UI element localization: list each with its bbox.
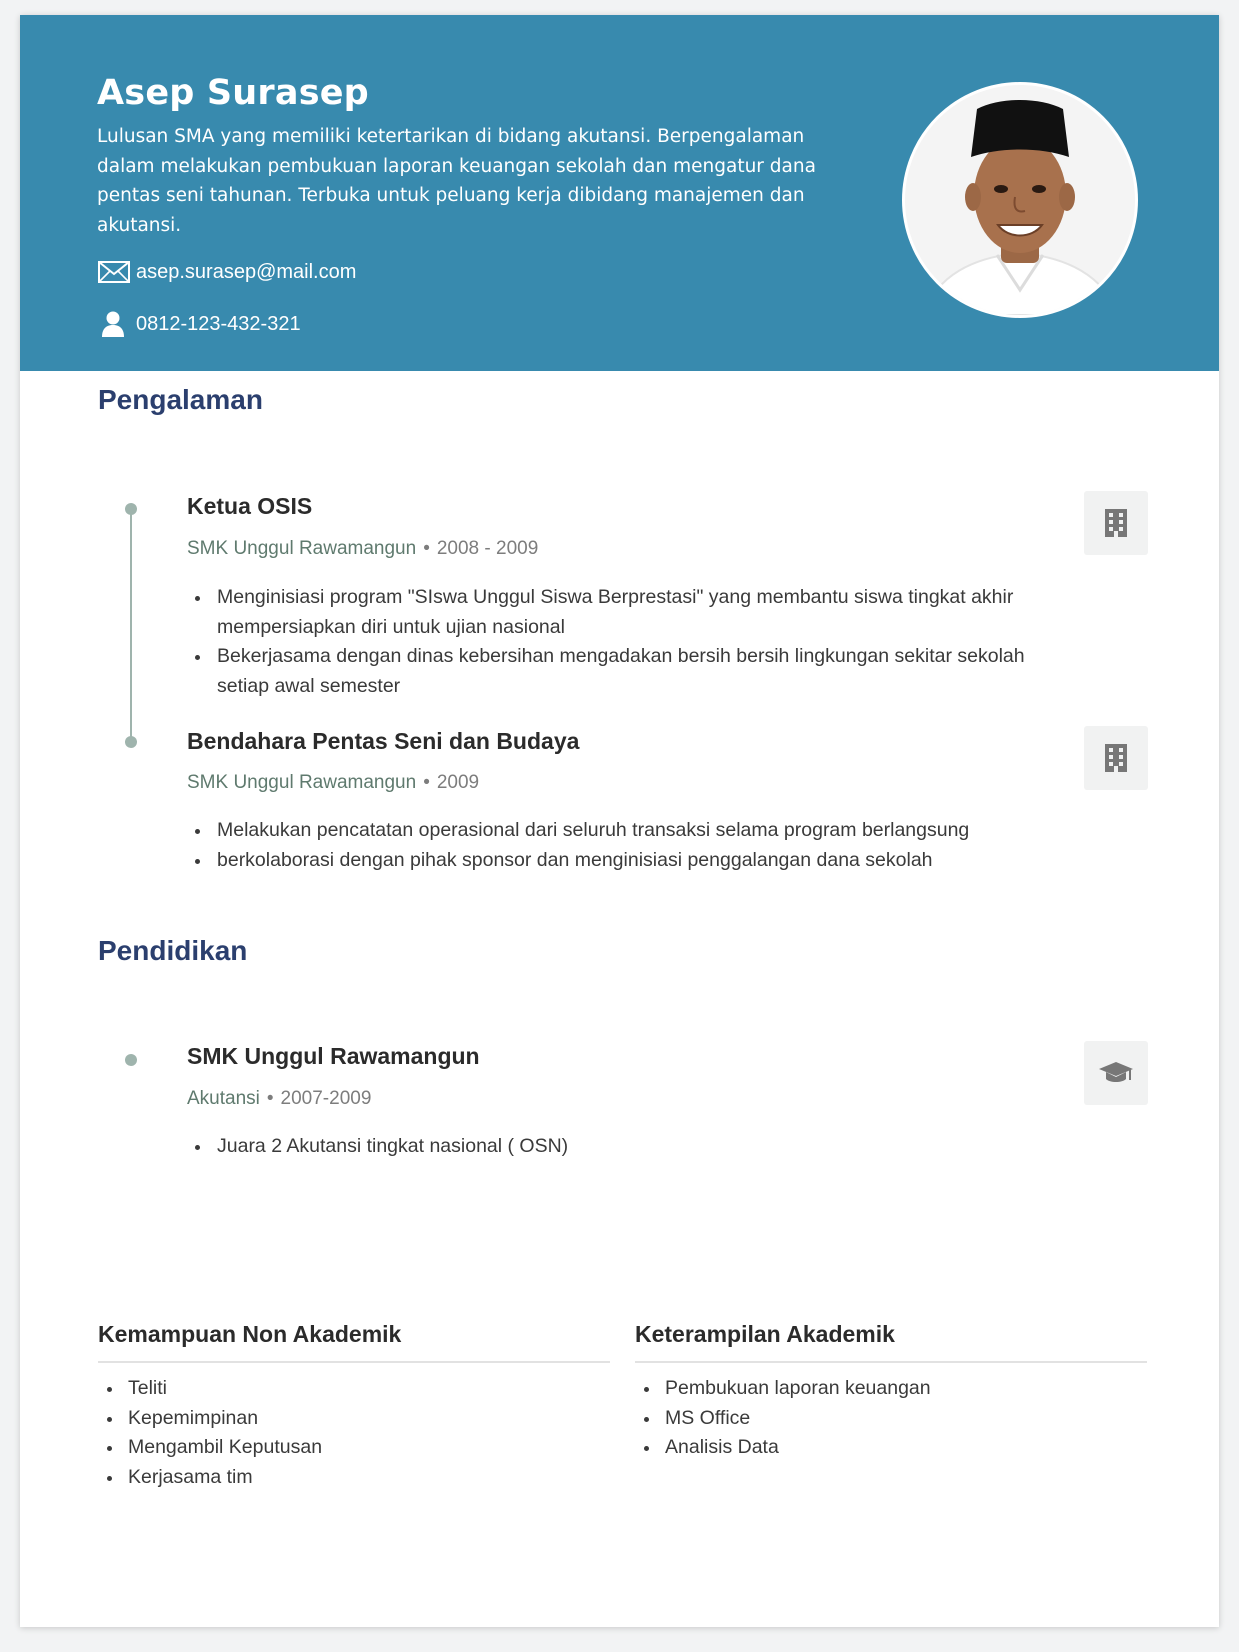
experience-role: Ketua OSIS xyxy=(187,493,313,519)
list-item: Melakukan pencatatan operasional dari seluruh transaksi selama program berlangsung xyxy=(187,816,1067,846)
list-item: Kerjasama tim xyxy=(98,1463,610,1493)
profile-photo xyxy=(902,82,1138,318)
experience-org: SMK Unggul Rawamangun xyxy=(187,538,417,559)
experience-org: SMK Unggul Rawamangun xyxy=(187,772,417,793)
experience-date: 2009 xyxy=(436,772,480,793)
list-item: Mengambil Keputusan xyxy=(98,1433,610,1463)
experience-timeline xyxy=(130,508,132,742)
list-item: Teliti xyxy=(98,1374,610,1404)
contact-phone xyxy=(98,311,301,337)
resume-header xyxy=(20,15,1219,371)
timeline-dot xyxy=(125,1054,137,1066)
list-item: Pembukuan laporan keuangan xyxy=(635,1374,1147,1404)
skills-academic xyxy=(635,1321,1147,1463)
education-date: 2007-2009 xyxy=(280,1088,372,1109)
contact-email xyxy=(98,259,356,285)
timeline-dot xyxy=(125,503,137,515)
experience-date: 2008 - 2009 xyxy=(436,538,539,559)
experience-bullets xyxy=(187,816,1067,875)
list-item: berkolaborasi dengan pihak sponsor dan menginisiasi penggalangan dana sekolah xyxy=(187,846,1067,876)
list-item: Kepemimpinan xyxy=(98,1404,610,1434)
timeline-dot xyxy=(125,736,137,748)
phone-text[interactable]: 0812-123-432-321 xyxy=(136,312,301,335)
experience-meta xyxy=(187,538,538,560)
meta-separator: • xyxy=(266,1088,274,1109)
building-icon xyxy=(1084,491,1148,555)
section-title-education: Pendidikan xyxy=(98,935,248,966)
meta-separator: • xyxy=(423,538,430,559)
experience-meta xyxy=(187,772,479,794)
skills-non-academic-title: Kemampuan Non Akademik xyxy=(98,1321,610,1363)
education-school: SMK Unggul Rawamangun xyxy=(187,1043,480,1069)
profile-summary: Lulusan SMA yang memiliki ketertarikan di bidang akutansi. Berpengalaman dalam melakukan pembukuan laporan keuangan sekolah dan mengatur dana pentas seni tahunan. Terbuka untuk peluang kerja dibidang manajemen dan akutansi. xyxy=(97,126,816,236)
skills-academic-title: Keterampilan Akademik xyxy=(635,1321,1147,1363)
education-bullets xyxy=(187,1132,1067,1162)
education-major: Akutansi xyxy=(187,1088,260,1109)
education-meta xyxy=(187,1088,371,1110)
list-item: MS Office xyxy=(635,1404,1147,1434)
meta-separator: • xyxy=(423,772,430,793)
skills-non-academic xyxy=(98,1321,610,1492)
list-item: Juara 2 Akutansi tingkat nasional ( OSN) xyxy=(187,1132,1067,1162)
experience-bullets xyxy=(187,583,1067,701)
skills-academic-list xyxy=(635,1374,1147,1463)
list-item: Bekerjasama dengan dinas kebersihan mengadakan bersih bersih lingkungan sekitar sekolah setiap awal semester xyxy=(187,642,1067,701)
list-item: Analisis Data xyxy=(635,1433,1147,1463)
resume-page xyxy=(20,15,1219,1627)
section-title-experience: Pengalaman xyxy=(98,384,263,415)
envelope-icon xyxy=(98,259,132,285)
list-item: Menginisiasi program "SIswa Unggul Siswa Berprestasi" yang membantu siswa tingkat akhir mempersiapkan diri untuk ujian nasional xyxy=(187,583,1067,642)
building-icon xyxy=(1084,726,1148,790)
graduation-cap-icon xyxy=(1084,1041,1148,1105)
profile-name: Asep Surasep xyxy=(97,73,369,113)
skills-non-academic-list xyxy=(98,1374,610,1492)
experience-role: Bendahara Pentas Seni dan Budaya xyxy=(187,728,580,754)
email-text[interactable]: asep.surasep@mail.com xyxy=(136,260,357,283)
person-icon xyxy=(98,311,132,337)
